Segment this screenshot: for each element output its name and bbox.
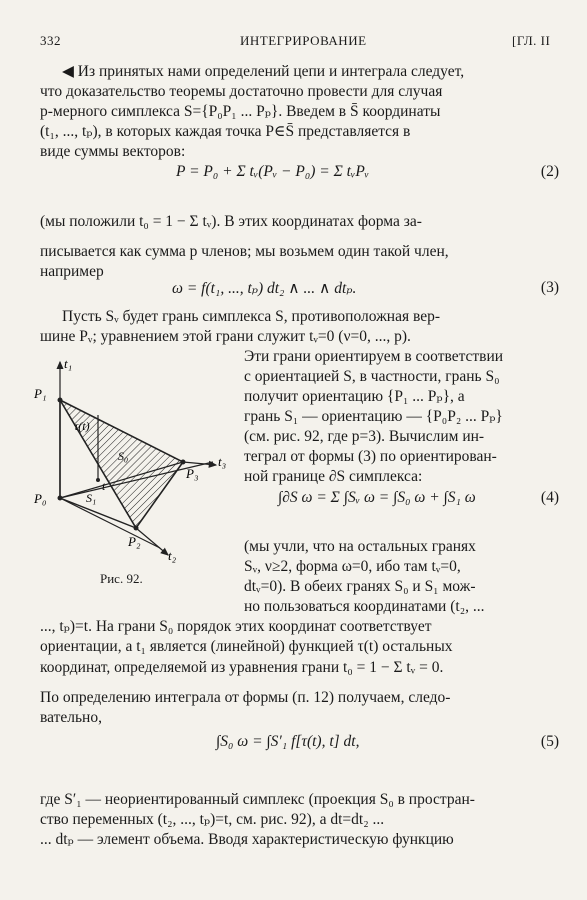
label-s1: S₁ bbox=[86, 491, 97, 505]
equation-5: ∫S₀ ω = ∫S′₁ f[τ(t), t] dt, bbox=[216, 733, 360, 750]
equation-3: ω = f(t₁, ..., tₚ) dt₂ ∧ ... ∧ dtₚ. bbox=[172, 280, 357, 297]
figure-caption: Рис. 92. bbox=[100, 571, 143, 586]
text-line: например bbox=[40, 263, 104, 280]
text-line: (мы положили t₀ = 1 − Σ tᵥ). В этих координатах форма за- bbox=[40, 213, 422, 230]
text-line: получит ориентацию {P₁ ... Pₚ}, а bbox=[244, 388, 465, 405]
running-title: ИНТЕГРИРОВАНИЕ bbox=[240, 33, 367, 48]
text-line: координат, определяемой из уравнения грани t₀ = 1 − Σ tᵥ = 0. bbox=[40, 659, 444, 676]
label-t3: t₃ bbox=[218, 454, 227, 469]
chapter-label: [ГЛ. II bbox=[512, 33, 551, 48]
label-s0: S₀ bbox=[118, 449, 129, 463]
label-p3: P₃ bbox=[186, 466, 199, 481]
label-p0: P₀ bbox=[34, 491, 47, 506]
equation-number-4: (4) bbox=[540, 489, 559, 506]
text-line: Пусть Sᵥ будет грань симплекса S, противоположная вер- bbox=[62, 308, 441, 325]
text-line: (мы учли, что на остальных гранях bbox=[244, 538, 476, 555]
text-line: виде суммы векторов: bbox=[40, 143, 186, 160]
text-line: (t₁, ..., tₚ), в которых каждая точка P∈S̄ представляется в bbox=[40, 123, 411, 140]
text-line: ..., tₚ)=t. На грани S₀ порядок этих координат соответствует bbox=[40, 618, 432, 635]
text-line: вательно, bbox=[40, 709, 102, 726]
equation-number-2: (2) bbox=[540, 163, 559, 180]
text-line: (см. рис. 92, где p=3). Вычислим ин- bbox=[244, 428, 485, 445]
axis-t2-ext bbox=[136, 528, 168, 555]
text-line: p-мерного симплекса S={P₀P₁ ... Pₚ}. Введем в S̄ координаты bbox=[40, 103, 441, 120]
label-tau: τ(t) bbox=[74, 419, 90, 433]
equation-number-5: (5) bbox=[540, 733, 559, 750]
text-line: По определению интеграла от формы (п. 12) получаем, следо- bbox=[40, 689, 451, 706]
text-line: Эти грани ориентируем в соответствии bbox=[244, 348, 504, 365]
equation-4: ∫∂S ω = Σ ∫Sᵥ ω = ∫S₀ ω + ∫S₁ ω bbox=[278, 489, 476, 506]
label-p1: P₁ bbox=[34, 386, 47, 401]
text-line: ориентации, а t₁ является (линейной) функцией τ(t) остальных bbox=[40, 638, 453, 655]
text-line: с ориентацией S, в частности, грань S₀ bbox=[244, 368, 500, 385]
equation-2: P = P₀ + Σ tᵥ(Pᵥ − P₀) = Σ tᵥPᵥ bbox=[176, 163, 370, 180]
text-line: что доказательство теоремы достаточно провести для случая bbox=[40, 83, 443, 100]
label-t: t bbox=[102, 479, 106, 493]
text-line: писывается как сумма p членов; мы возьмем один такой член, bbox=[40, 243, 449, 260]
simplex-diagram bbox=[28, 350, 243, 590]
page-number: 332 bbox=[40, 33, 61, 48]
label-t1: t₁ bbox=[64, 356, 73, 371]
text-line: ◀ Из принятых нами определений цепи и интеграла следует, bbox=[62, 63, 465, 80]
text-line: ной границе ∂S симплекса: bbox=[244, 468, 423, 485]
text-line: шине Pᵥ; уравнением этой грани служит tᵥ=0 (ν=0, ..., p). bbox=[40, 328, 411, 345]
text-line: где S′₁ — неориентированный симплекс (проекция S₀ в простран- bbox=[40, 791, 475, 808]
text-line: Sᵥ, ν≥2, форма ω=0, ибо там tᵥ=0, bbox=[244, 558, 461, 575]
text-line: теграл от формы (3) по ориентирован- bbox=[244, 448, 497, 465]
equation-number-3: (3) bbox=[540, 279, 559, 296]
text-line: но пользоваться координатами (t₂, ... bbox=[244, 598, 485, 615]
text-line: грань S₁ — ориентацию — {P₀P₂ ... Pₚ} bbox=[244, 408, 503, 425]
label-p2: P₂ bbox=[128, 534, 141, 549]
text-line: ство переменных (t₂, ..., tₚ)=t, см. рис. 92), а dt=dt₂ ... bbox=[40, 811, 385, 828]
figure-92 bbox=[28, 350, 243, 590]
label-t2: t₂ bbox=[168, 548, 177, 563]
text-line: dtᵥ=0). В обеих гранях S₀ и S₁ мож- bbox=[244, 578, 476, 595]
text-line: ... dtₚ — элемент объема. Вводя характеристическую функцию bbox=[40, 831, 454, 848]
